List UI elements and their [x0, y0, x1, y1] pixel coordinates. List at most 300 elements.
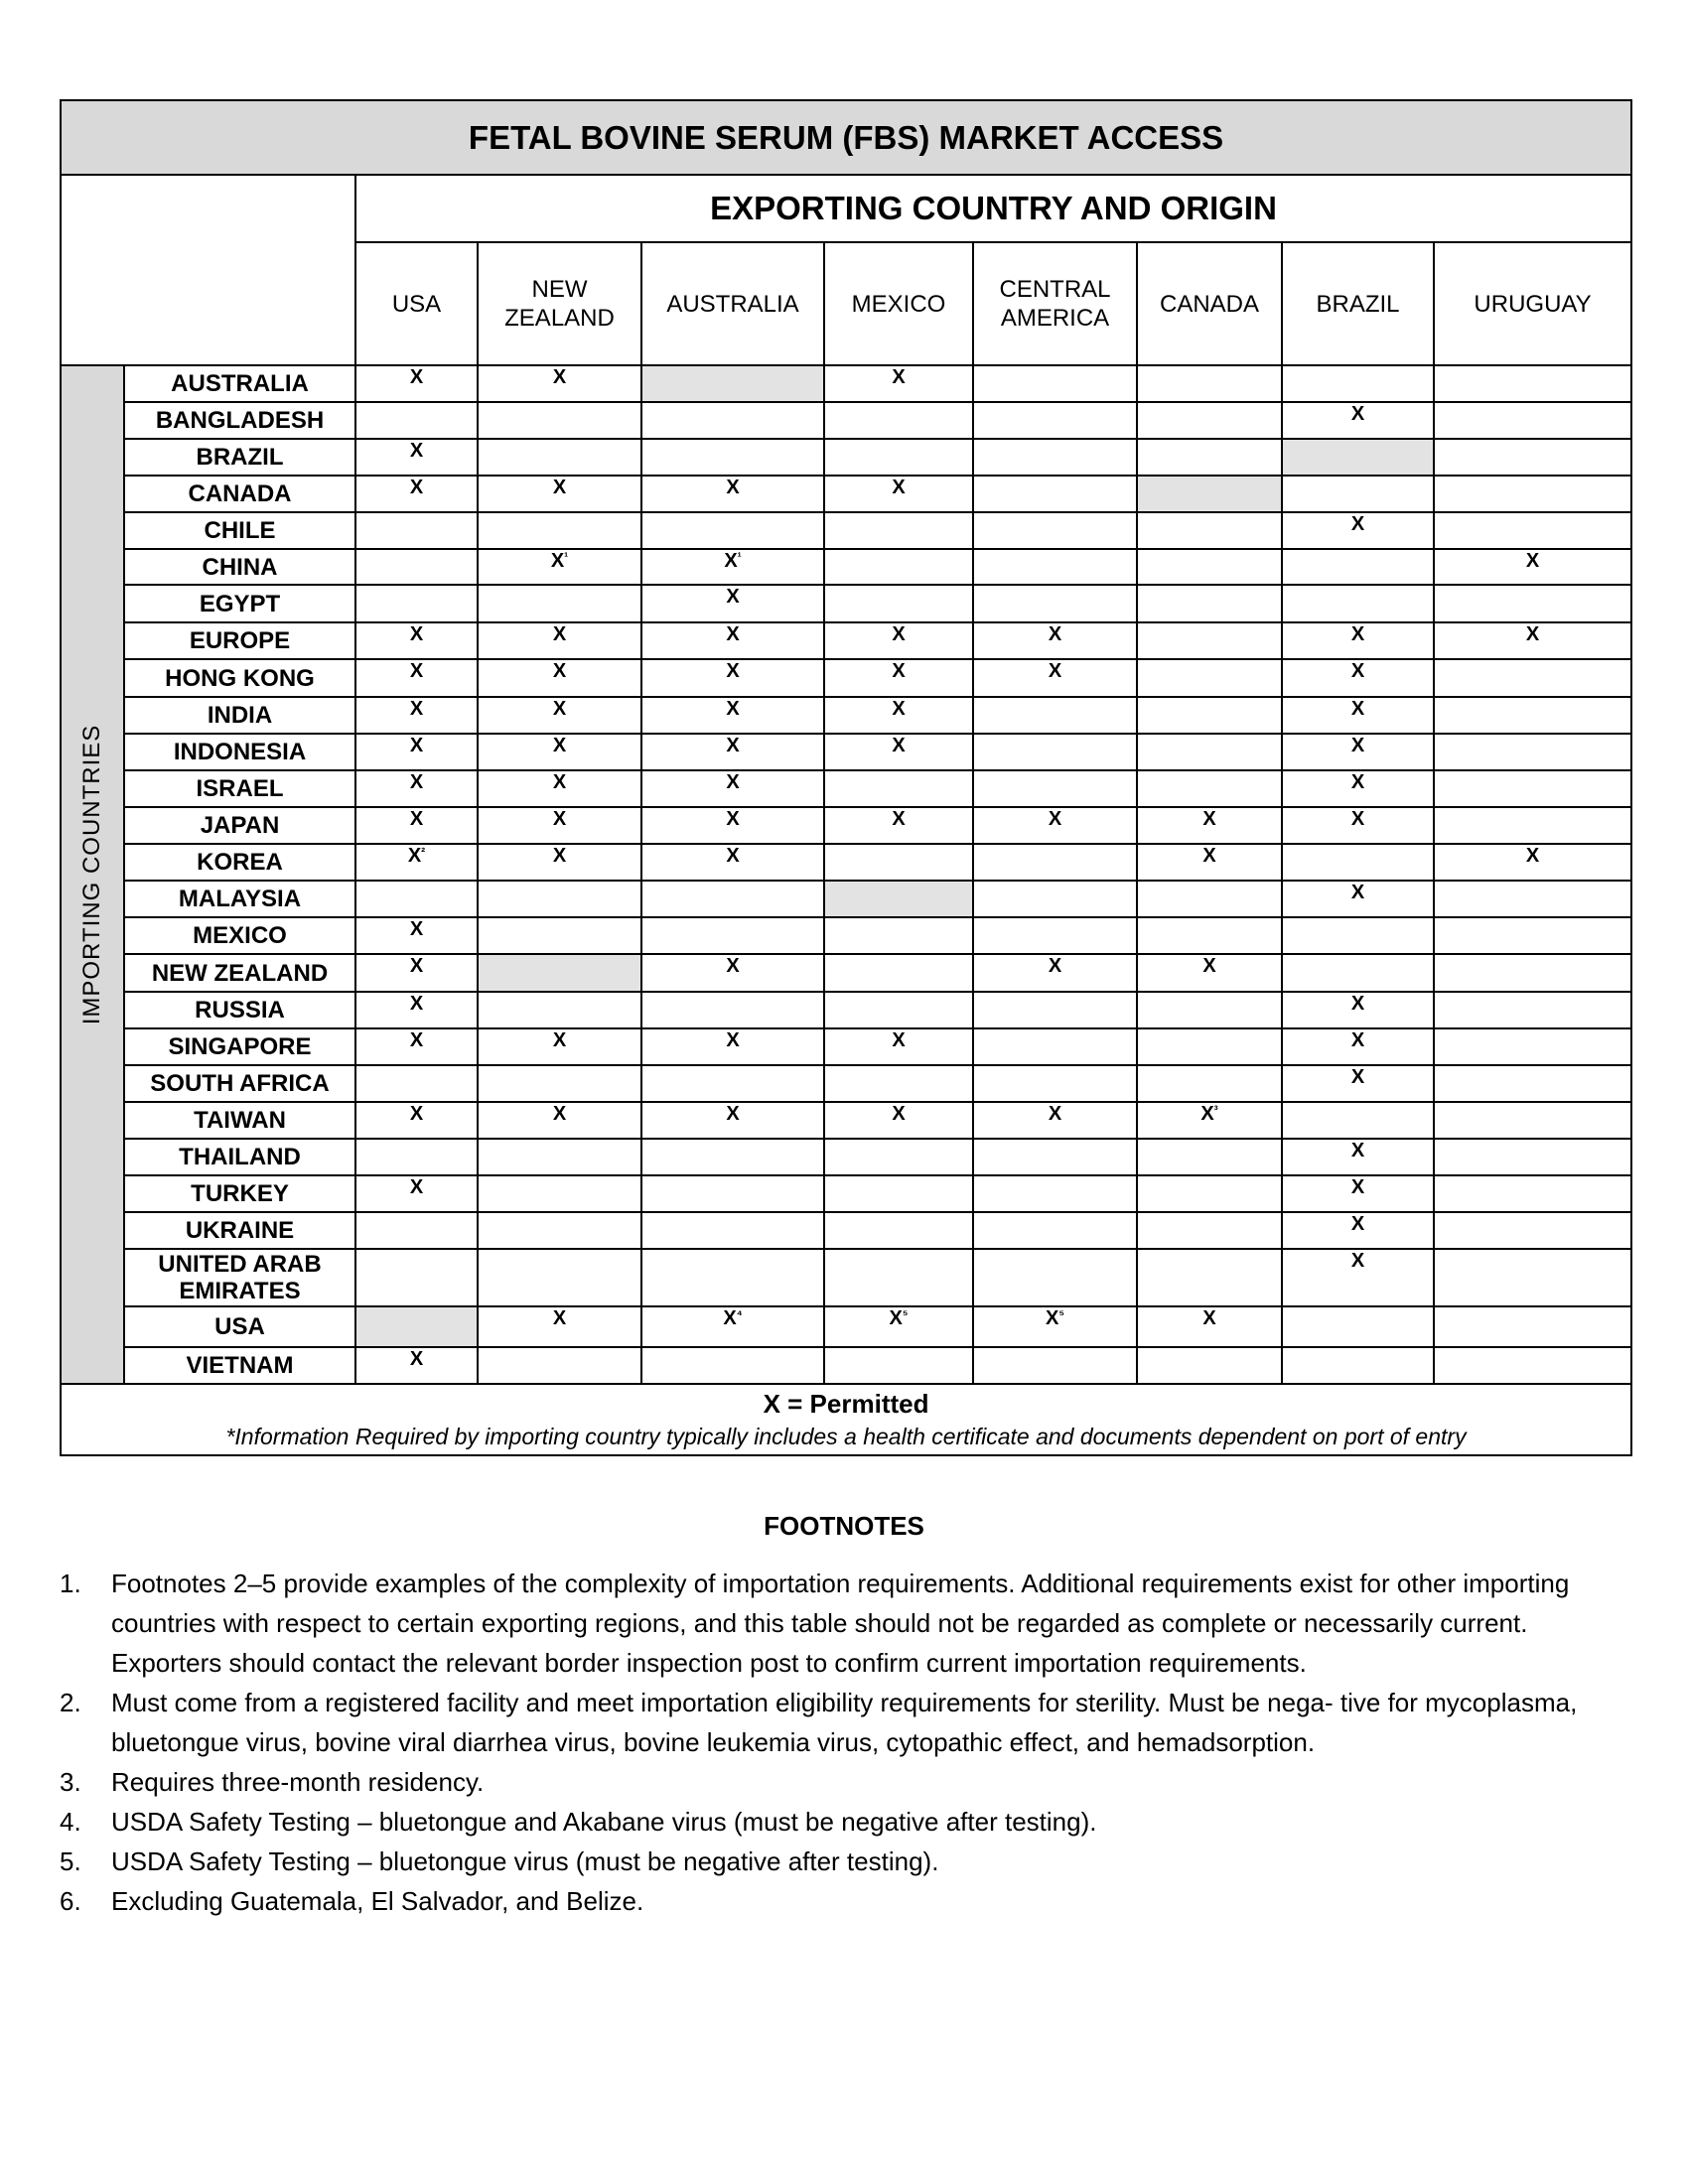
permitted-mark: $X^{^2}$ — [355, 844, 478, 881]
empty-cell — [1137, 402, 1282, 439]
table-row — [61, 697, 1631, 734]
permitted-mark: X — [478, 622, 641, 659]
permitted-mark: X — [355, 439, 478, 476]
empty-cell — [824, 770, 973, 807]
empty-cell — [1282, 549, 1434, 585]
permitted-mark: $X^{^4}$ — [641, 1306, 824, 1347]
importing-country-malaysia — [124, 881, 355, 917]
empty-cell — [824, 1065, 973, 1102]
permitted-mark: X — [1137, 807, 1282, 844]
table-row — [61, 1028, 1631, 1065]
empty-cell — [1137, 622, 1282, 659]
table-row — [61, 770, 1631, 807]
empty-cell — [973, 697, 1137, 734]
footnote-number: 2. — [60, 1688, 81, 1717]
empty-cell — [641, 1212, 824, 1249]
permitted-mark: X — [355, 1175, 478, 1212]
permitted-mark: X — [641, 1028, 824, 1065]
empty-cell — [1434, 1212, 1631, 1249]
permitted-mark: X — [355, 1347, 478, 1384]
empty-cell — [641, 917, 824, 954]
empty-cell — [1137, 1212, 1282, 1249]
empty-cell — [1282, 1102, 1434, 1139]
exporter-header-line: URUGUAY — [1474, 290, 1592, 318]
importing-country-line: KOREA — [197, 849, 283, 876]
permitted-mark: X — [641, 585, 824, 622]
exporting-header: EXPORTING COUNTRY AND ORIGIN — [355, 175, 1631, 242]
permitted-mark: X — [641, 659, 824, 697]
exporter-header-line: ZEALAND — [504, 305, 615, 332]
permitted-mark: X — [355, 917, 478, 954]
permitted-mark: X — [1137, 954, 1282, 992]
footnote-item — [60, 1683, 1614, 1762]
importing-country-line: USA — [214, 1313, 265, 1340]
empty-cell — [824, 1249, 973, 1306]
same-country-cell — [1282, 439, 1434, 476]
table-row — [61, 1306, 1631, 1347]
table-row — [61, 844, 1631, 881]
empty-cell — [1434, 512, 1631, 549]
permitted-mark: X — [355, 807, 478, 844]
table-row — [61, 476, 1631, 512]
permitted-mark: $X^{^1}$ — [478, 549, 641, 585]
table-row — [61, 549, 1631, 585]
permitted-mark: X — [973, 1102, 1137, 1139]
permitted-mark: X — [641, 622, 824, 659]
permitted-mark: X — [355, 1028, 478, 1065]
footnote-item — [60, 1842, 1614, 1881]
importing-country-taiwan — [124, 1102, 355, 1139]
importing-country-turkey — [124, 1175, 355, 1212]
empty-cell — [355, 512, 478, 549]
permitted-mark: X — [478, 697, 641, 734]
empty-cell — [1434, 734, 1631, 770]
empty-cell — [973, 512, 1137, 549]
table-row — [61, 622, 1631, 659]
table-row — [61, 585, 1631, 622]
footnote-text: USDA Safety Testing – bluetongue virus (must be negative after testing). — [111, 1846, 939, 1876]
table-row — [61, 954, 1631, 992]
empty-cell — [1282, 476, 1434, 512]
empty-cell — [641, 992, 824, 1028]
importing-country-line: THAILAND — [179, 1144, 301, 1170]
empty-cell — [1434, 770, 1631, 807]
permitted-mark: X — [1282, 881, 1434, 917]
permitted-mark: X — [1137, 844, 1282, 881]
importing-country-line: NEW ZEALAND — [151, 959, 329, 987]
footnote-number: 1. — [60, 1569, 81, 1598]
empty-cell — [824, 954, 973, 992]
importing-country-canada — [124, 476, 355, 512]
importing-country-russia — [124, 992, 355, 1028]
empty-cell — [478, 1139, 641, 1175]
importing-country-line: CHINA — [202, 553, 278, 581]
permitted-mark: X — [1282, 512, 1434, 549]
importing-country-line: CHILE — [204, 517, 276, 544]
permitted-mark: X — [824, 622, 973, 659]
empty-cell — [1137, 1065, 1282, 1102]
empty-cell — [1137, 659, 1282, 697]
permitted-mark: X — [824, 734, 973, 770]
permitted-mark: X — [355, 622, 478, 659]
empty-cell — [1137, 881, 1282, 917]
empty-cell — [1434, 1028, 1631, 1065]
empty-cell — [641, 881, 824, 917]
permitted-mark: X — [478, 659, 641, 697]
exporter-header-line: CANADA — [1159, 290, 1260, 318]
permitted-mark: $X^{^5}$ — [824, 1306, 973, 1347]
empty-cell — [1434, 1175, 1631, 1212]
importing-country-line: SINGAPORE — [168, 1033, 312, 1060]
permitted-mark: X — [1282, 1028, 1434, 1065]
exporter-header-line: NEW — [531, 276, 588, 303]
empty-cell — [1434, 659, 1631, 697]
footnote-ref: ⁴ — [736, 1307, 743, 1321]
importing-country-united-arab-emirates — [124, 1249, 355, 1306]
importing-country-line: EGYPT — [199, 590, 281, 617]
empty-cell — [1434, 1102, 1631, 1139]
importing-country-line: EMIRATES — [179, 1278, 301, 1304]
permitted-mark: X — [1137, 1306, 1282, 1347]
empty-cell — [1434, 881, 1631, 917]
table-row — [61, 365, 1631, 402]
empty-cell — [824, 512, 973, 549]
empty-cell — [824, 402, 973, 439]
empty-cell — [1137, 697, 1282, 734]
empty-cell — [824, 1212, 973, 1249]
permitted-mark: X — [824, 1028, 973, 1065]
permitted-mark: X — [1282, 992, 1434, 1028]
same-country-cell — [1137, 476, 1282, 512]
importing-country-europe — [124, 622, 355, 659]
empty-cell — [1434, 1065, 1631, 1102]
permitted-mark: X — [355, 697, 478, 734]
permitted-mark: X — [824, 365, 973, 402]
importing-country-line: MEXICO — [193, 922, 287, 949]
table-row — [61, 1249, 1631, 1306]
empty-cell — [1434, 439, 1631, 476]
importing-country-line: RUSSIA — [195, 997, 285, 1024]
permitted-mark: X — [824, 1102, 973, 1139]
permitted-mark: X — [1434, 549, 1631, 585]
empty-cell — [478, 1249, 641, 1306]
empty-cell — [1282, 917, 1434, 954]
empty-cell — [355, 585, 478, 622]
empty-cell — [355, 1065, 478, 1102]
empty-cell — [355, 1212, 478, 1249]
empty-cell — [1282, 954, 1434, 992]
importing-country-line: HONG KONG — [165, 664, 315, 692]
table-row — [61, 439, 1631, 476]
empty-cell — [478, 439, 641, 476]
empty-cell — [973, 1347, 1137, 1384]
footnote-number: 5. — [60, 1846, 81, 1876]
exporter-header-canada — [1137, 242, 1282, 365]
footnote-number: 3. — [60, 1767, 81, 1797]
empty-cell — [973, 881, 1137, 917]
table-row — [61, 1212, 1631, 1249]
importing-country-bangladesh — [124, 402, 355, 439]
footnotes-heading: FOOTNOTES — [764, 1511, 924, 1541]
empty-cell — [478, 1347, 641, 1384]
footnote-text: Excluding Guatemala, El Salvador, and Belize. — [111, 1886, 644, 1916]
empty-cell — [478, 585, 641, 622]
importing-country-line: TURKEY — [191, 1180, 289, 1207]
empty-cell — [824, 992, 973, 1028]
empty-cell — [973, 402, 1137, 439]
footnote-item — [60, 1802, 1614, 1842]
importing-country-new-zealand — [124, 954, 355, 992]
exporter-header-line: AUSTRALIA — [666, 290, 799, 318]
legend-permitted: X = Permitted — [763, 1389, 929, 1419]
empty-cell — [355, 881, 478, 917]
empty-cell — [1137, 365, 1282, 402]
empty-cell — [973, 439, 1137, 476]
empty-cell — [824, 844, 973, 881]
empty-cell — [1434, 365, 1631, 402]
empty-cell — [1137, 1249, 1282, 1306]
exporter-header-line: MEXICO — [851, 290, 946, 318]
market-access-table — [60, 99, 1632, 1456]
table-row — [61, 659, 1631, 697]
importing-countries-label-cell — [61, 365, 124, 1384]
empty-cell — [1434, 807, 1631, 844]
empty-cell — [641, 1139, 824, 1175]
importing-country-line: UKRAINE — [185, 1217, 295, 1244]
empty-cell — [824, 585, 973, 622]
empty-cell — [973, 1212, 1137, 1249]
footnote-item — [60, 1762, 1614, 1802]
permitted-mark: X — [1434, 622, 1631, 659]
empty-cell — [1137, 439, 1282, 476]
table-row — [61, 1175, 1631, 1212]
same-country-cell — [824, 881, 973, 917]
empty-cell — [1434, 697, 1631, 734]
permitted-mark: X — [824, 659, 973, 697]
empty-cell — [1434, 992, 1631, 1028]
importing-country-line: ISRAEL — [196, 775, 284, 802]
table-row — [61, 512, 1631, 549]
table-row — [61, 1139, 1631, 1175]
empty-cell — [824, 1347, 973, 1384]
empty-cell — [973, 1139, 1137, 1175]
empty-cell — [1137, 734, 1282, 770]
permitted-mark: X — [1282, 697, 1434, 734]
corner-cell — [61, 175, 355, 365]
permitted-mark: X — [641, 954, 824, 992]
permitted-mark: X — [1282, 1065, 1434, 1102]
empty-cell — [478, 1065, 641, 1102]
permitted-mark: X — [355, 954, 478, 992]
permitted-mark: X — [355, 1102, 478, 1139]
permitted-mark: X — [355, 992, 478, 1028]
permitted-mark: X — [1282, 1249, 1434, 1306]
empty-cell — [641, 1065, 824, 1102]
empty-cell — [1137, 512, 1282, 549]
importing-country-line: EUROPE — [189, 627, 291, 654]
empty-cell — [1282, 365, 1434, 402]
empty-cell — [973, 1249, 1137, 1306]
permitted-mark: X — [355, 365, 478, 402]
empty-cell — [478, 917, 641, 954]
permitted-mark: X — [1282, 1175, 1434, 1212]
permitted-mark: X — [478, 770, 641, 807]
importing-country-thailand — [124, 1139, 355, 1175]
empty-cell — [1137, 585, 1282, 622]
permitted-mark: X — [1282, 1212, 1434, 1249]
table-row — [61, 807, 1631, 844]
permitted-mark: X — [478, 365, 641, 402]
importing-country-israel — [124, 770, 355, 807]
exporter-header-usa — [355, 242, 478, 365]
permitted-mark: X — [355, 476, 478, 512]
footnote-ref: ¹ — [737, 550, 742, 564]
importing-country-japan — [124, 807, 355, 844]
exporter-header-line: CENTRAL — [999, 276, 1111, 303]
empty-cell — [1434, 917, 1631, 954]
table-row — [61, 917, 1631, 954]
permitted-mark: X — [1282, 622, 1434, 659]
legend-note: *Information Required by importing country typically includes a health certificate and documents dependent on port of entry — [225, 1424, 1467, 1449]
empty-cell — [973, 917, 1137, 954]
permitted-mark: X — [355, 659, 478, 697]
empty-cell — [478, 1212, 641, 1249]
empty-cell — [478, 881, 641, 917]
empty-cell — [1282, 1306, 1434, 1347]
permitted-mark: X — [478, 1102, 641, 1139]
empty-cell — [1434, 1347, 1631, 1384]
importing-country-line: SOUTH AFRICA — [150, 1070, 330, 1097]
importing-country-line: BANGLADESH — [155, 407, 325, 434]
exporter-header-central-america — [973, 242, 1137, 365]
permitted-mark: X — [1282, 402, 1434, 439]
importing-country-line: MALAYSIA — [178, 886, 302, 912]
importing-country-line: INDONESIA — [173, 739, 307, 765]
empty-cell — [973, 844, 1137, 881]
importing-country-ukraine — [124, 1212, 355, 1249]
permitted-mark: X — [641, 476, 824, 512]
empty-cell — [973, 365, 1137, 402]
empty-cell — [641, 1347, 824, 1384]
empty-cell — [824, 1139, 973, 1175]
permitted-mark: X — [478, 1028, 641, 1065]
empty-cell — [478, 512, 641, 549]
permitted-mark: X — [355, 734, 478, 770]
permitted-mark: X — [824, 807, 973, 844]
empty-cell — [973, 1028, 1137, 1065]
permitted-mark: X — [478, 734, 641, 770]
footnote-list — [60, 1564, 1614, 1921]
empty-cell — [478, 1175, 641, 1212]
empty-cell — [1282, 1347, 1434, 1384]
empty-cell — [1137, 1028, 1282, 1065]
table-row — [61, 881, 1631, 917]
exporter-header-line: AMERICA — [1000, 305, 1110, 332]
empty-cell — [824, 439, 973, 476]
importing-country-line: VIETNAM — [186, 1352, 294, 1379]
empty-cell — [1137, 549, 1282, 585]
empty-cell — [1137, 1347, 1282, 1384]
empty-cell — [1434, 1249, 1631, 1306]
permitted-mark: X — [641, 770, 824, 807]
footnote-text: Must come from a registered facility and meet importation eligibility requirements for sterility. Must be nega- tive for mycoplasma, bluetongue virus, bovine viral diarrhea virus, bovine leukemia virus, cytopathic effect, and hemadsorption. — [111, 1688, 1578, 1757]
empty-cell — [973, 734, 1137, 770]
exporter-header-uruguay — [1434, 242, 1631, 365]
empty-cell — [973, 585, 1137, 622]
importing-countries-label: IMPORTING COUNTRIES — [78, 724, 105, 1025]
importing-country-line: UNITED ARAB — [158, 1251, 322, 1278]
table-row — [61, 1065, 1631, 1102]
empty-cell — [641, 402, 824, 439]
empty-cell — [641, 1249, 824, 1306]
table-row — [61, 1102, 1631, 1139]
footnote-ref: ³ — [1213, 1103, 1218, 1117]
exporter-header-line: BRAZIL — [1316, 290, 1400, 318]
permitted-mark: X — [641, 1102, 824, 1139]
empty-cell — [1137, 1139, 1282, 1175]
importing-country-singapore — [124, 1028, 355, 1065]
empty-cell — [355, 1249, 478, 1306]
importing-country-brazil — [124, 439, 355, 476]
importing-country-china — [124, 549, 355, 585]
empty-cell — [824, 549, 973, 585]
empty-cell — [1282, 585, 1434, 622]
empty-cell — [355, 1139, 478, 1175]
empty-cell — [1137, 1175, 1282, 1212]
empty-cell — [1282, 844, 1434, 881]
exporter-header-new-zealand — [478, 242, 641, 365]
permitted-mark: X — [478, 1306, 641, 1347]
empty-cell — [478, 402, 641, 439]
empty-cell — [973, 1175, 1137, 1212]
permitted-mark: X — [641, 844, 824, 881]
importing-country-usa — [124, 1306, 355, 1347]
importing-country-hong-kong — [124, 659, 355, 697]
footnote-number: 6. — [60, 1886, 81, 1916]
table-row — [61, 402, 1631, 439]
footnote-ref: ² — [421, 845, 426, 859]
empty-cell — [1434, 585, 1631, 622]
footnote-ref: ⁵ — [902, 1307, 909, 1321]
empty-cell — [1137, 992, 1282, 1028]
permitted-mark: X — [478, 476, 641, 512]
importing-country-line: INDIA — [207, 702, 273, 729]
empty-cell — [1434, 1139, 1631, 1175]
permitted-mark: $X^{^5}$ — [973, 1306, 1137, 1347]
importing-country-line: BRAZIL — [196, 444, 284, 471]
empty-cell — [1434, 954, 1631, 992]
permitted-mark: X — [824, 476, 973, 512]
importing-country-line: AUSTRALIA — [171, 370, 309, 397]
empty-cell — [824, 1175, 973, 1212]
exporter-header-mexico — [824, 242, 973, 365]
empty-cell — [1434, 1306, 1631, 1347]
empty-cell — [973, 476, 1137, 512]
footnote-item — [60, 1881, 1614, 1921]
empty-cell — [824, 917, 973, 954]
permitted-mark: X — [1282, 807, 1434, 844]
permitted-mark: X — [478, 844, 641, 881]
permitted-mark: X — [1282, 770, 1434, 807]
footnote-ref: ¹ — [564, 550, 569, 564]
footnote-item — [60, 1564, 1614, 1683]
permitted-mark: X — [641, 697, 824, 734]
permitted-mark: X — [478, 807, 641, 844]
exporter-header-australia — [641, 242, 824, 365]
permitted-mark: X — [824, 697, 973, 734]
importing-country-egypt — [124, 585, 355, 622]
empty-cell — [641, 1175, 824, 1212]
